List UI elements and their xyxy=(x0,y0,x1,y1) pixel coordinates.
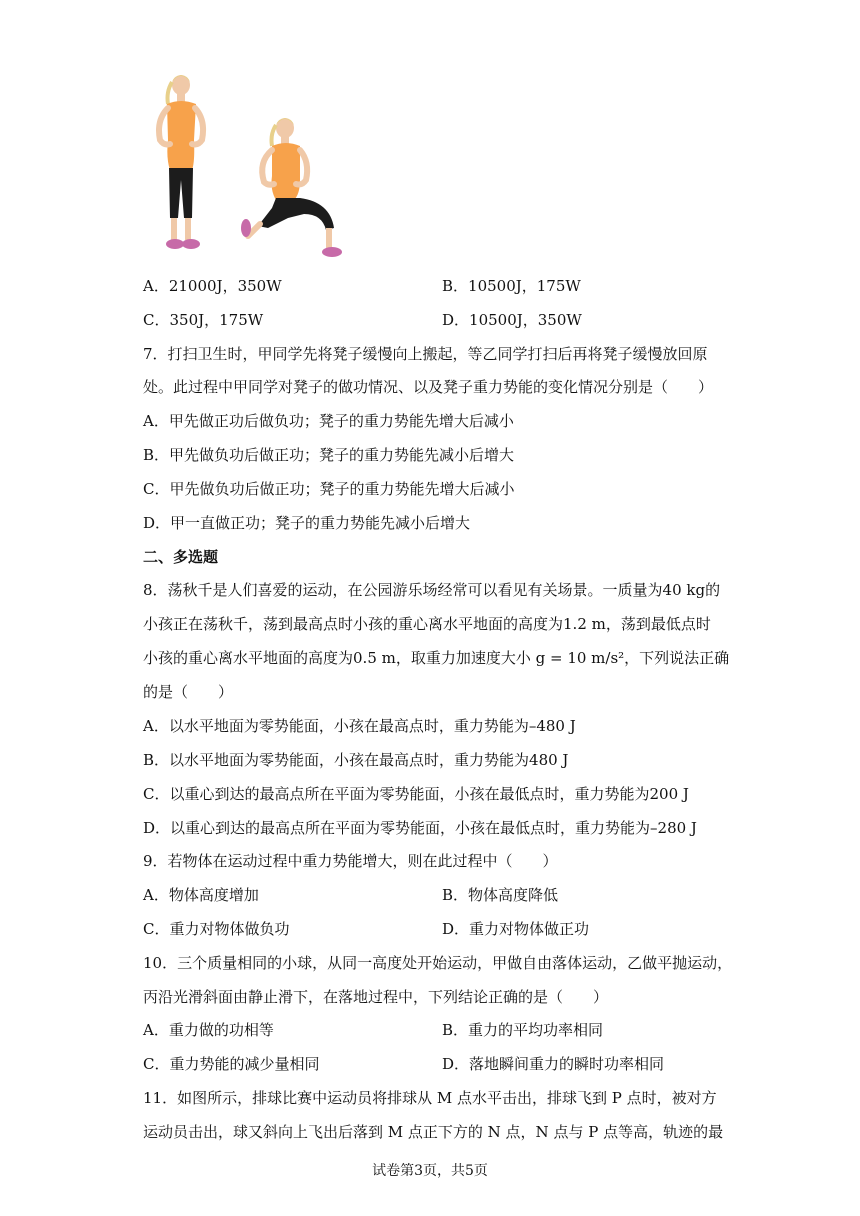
q11-stem-line-1: 11．如图所示，排球比赛中运动员将排球从 M 点水平击出，排球飞到 P 点时，被对方 xyxy=(143,1089,717,1107)
q9-option-c: C．重力对物体做负功 xyxy=(143,920,290,938)
q8-stem-line-2: 小孩正在荡秋千，荡到最高点时小孩的重心离水平地面的高度为1.2 m，荡到最低点时 xyxy=(143,615,711,633)
q8-stem-line-1: 8．荡秋千是人们喜爱的运动，在公园游乐场经常可以看见有关场景。一质量为40 kg的 xyxy=(143,581,721,599)
q9-option-b: B．物体高度降低 xyxy=(442,886,559,904)
option-text: 350J，175W xyxy=(169,311,264,329)
section-heading-multiple-choice: 二、多选题 xyxy=(143,548,219,566)
q9-stem: 9．若物体在运动过程中重力势能增大，则在此过程中（ ） xyxy=(143,852,558,870)
q9-option-d: D．重力对物体做正功 xyxy=(442,920,590,938)
option-label: D． xyxy=(442,311,470,329)
q7-option-c: C．甲先做负功后做正功；凳子的重力势能先增大后减小 xyxy=(143,480,515,498)
q6-option-b xyxy=(442,276,742,296)
option-text: 10500J，175W xyxy=(468,277,581,295)
option-label: A． xyxy=(143,277,169,295)
q7-option-d: D．甲一直做正功；凳子的重力势能先减小后增大 xyxy=(143,514,471,532)
q7-option-b: B．甲先做负功后做正功；凳子的重力势能先减小后增大 xyxy=(143,446,515,464)
q6-option-d xyxy=(442,310,742,330)
q10-option-c: C．重力势能的减少量相同 xyxy=(143,1055,320,1073)
q9-option-a: A．物体高度增加 xyxy=(143,886,259,904)
q10-option-b: B．重力的平均功率相同 xyxy=(442,1021,604,1039)
q8-option-d: D．以重心到达的最高点所在平面为零势能面，小孩在最低点时，重力势能为–280 J xyxy=(143,819,697,837)
option-text: 10500J，350W xyxy=(469,311,582,329)
q10-option-a: A．重力做的功相等 xyxy=(143,1021,274,1039)
page-footer: 试卷第3页，共5页 xyxy=(372,1163,488,1179)
q8-option-b: B．以水平地面为零势能面，小孩在最高点时，重力势能为480 J xyxy=(143,751,569,769)
option-label: B． xyxy=(442,277,469,295)
q7-stem-line-2: 处。此过程中甲同学对凳子的做功情况、以及凳子重力势能的变化情况分别是（ ） xyxy=(143,378,714,396)
standing-woman-figure xyxy=(159,75,203,249)
lunging-woman-figure xyxy=(241,118,342,257)
q10-option-d: D．落地瞬间重力的瞬时功率相同 xyxy=(442,1055,665,1073)
q8-option-c: C．以重心到达的最高点所在平面为零势能面，小孩在最低点时，重力势能为200 J xyxy=(143,785,689,803)
q8-stem-line-4: 的是（ ） xyxy=(143,683,234,701)
q7-option-a: A．甲先做正功后做负功；凳子的重力势能先增大后减小 xyxy=(143,412,514,430)
q8-option-a: A．以水平地面为零势能面，小孩在最高点时，重力势能为–480 J xyxy=(143,717,576,735)
q8-stem-line-3: 小孩的重心离水平地面的高度为0.5 m，取重力加速度大小 g = 10 m/s²，下列说法正确 xyxy=(143,649,730,667)
lunge-exercise-figure xyxy=(140,68,350,268)
q11-stem-line-2: 运动员击出，球又斜向上飞出后落到 M 点正下方的 N 点，N 点与 P 点等高，轨迹的最 xyxy=(143,1123,724,1141)
q10-stem-line-2: 丙沿光滑斜面由静止滑下，在落地过程中，下列结论正确的是（ ） xyxy=(143,988,609,1006)
option-text: 21000J，350W xyxy=(168,277,282,295)
q7-stem-line-1: 7．打扫卫生时，甲同学先将凳子缓慢向上搬起，等乙同学打扫后再将凳子缓慢放回原 xyxy=(143,345,708,363)
q10-stem-line-1: 10．三个质量相同的小球，从同一高度处开始运动，甲做自由落体运动，乙做平抛运动， xyxy=(143,954,733,972)
option-label: C． xyxy=(143,311,170,329)
